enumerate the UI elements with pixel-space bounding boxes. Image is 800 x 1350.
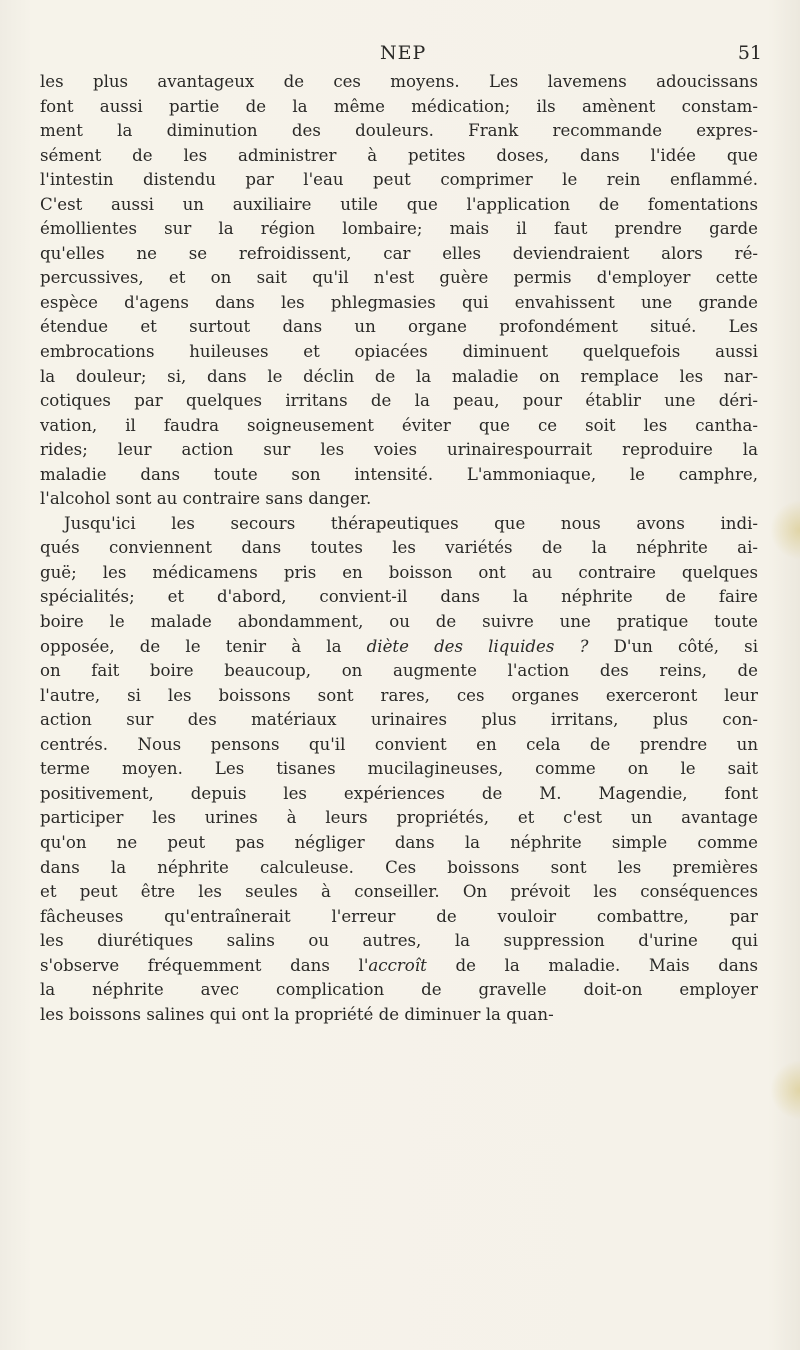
text-line: centrés. Nous pensons qu'il convient en cela de prendre un	[40, 734, 758, 754]
text-line: C'est aussi un auxiliaire utile que l'application de fomentations	[40, 194, 758, 214]
text-line: opposée, de le tenir à la diète des liquides ? D'un côté, si	[40, 636, 758, 656]
text-line: spécialités; et d'abord, convient-il dans la néphrite de faire	[40, 587, 758, 607]
text-line: la douleur; si, dans le déclin de la maladie on remplace les nar-	[40, 366, 758, 386]
paper-stain	[770, 500, 800, 560]
italic-text: diète des liquides ?	[366, 636, 589, 656]
text-line: l'alcohol sont au contraire sans danger.	[40, 489, 372, 509]
text-line: vation, il faudra soigneusement éviter que ce soit les cantha-	[40, 415, 758, 435]
text-line: sément de les administrer à petites doses, dans l'idée que	[40, 145, 758, 165]
text-line: boire le malade abondamment, ou de suivre une pratique toute	[40, 612, 758, 632]
text-line: fâcheuses qu'entraînerait l'erreur de vouloir combattre, par	[40, 906, 758, 926]
text-line: s'observe fréquemment dans l'accroît de la maladie. Mais dans	[40, 955, 758, 975]
page-number: 51	[737, 42, 762, 64]
text-line: les plus avantageux de ces moyens. Les lavemens adoucissans	[40, 72, 758, 91]
text-line: ment la diminution des douleurs. Frank recommande expres-	[40, 121, 758, 141]
text-line: positivement, depuis les expériences de M. Magendie, font	[40, 783, 758, 803]
text-line: dans la néphrite calculeuse. Ces boissons sont les premières	[40, 857, 758, 877]
text-line: qu'on ne peut pas négliger dans la néphrite simple comme	[40, 832, 758, 852]
running-header	[0, 42, 800, 72]
text-line: guë; les médicamens pris en boisson ont au contraire quelques	[40, 562, 758, 582]
text-line: rides; leur action sur les voies urinairespourrait reproduire la	[40, 440, 758, 460]
text-line: les boissons salines qui ont la propriété de diminuer la quan-	[40, 1004, 554, 1024]
running-title: NEP	[380, 42, 427, 64]
text-line: percussives, et on sait qu'il n'est guère permis d'employer cette	[40, 268, 758, 288]
text-line: les diurétiques salins ou autres, la suppression d'urine qui	[40, 931, 758, 951]
paper-stain	[770, 1060, 800, 1120]
text-line: l'autre, si les boissons sont rares, ces organes exerceront leur	[40, 685, 758, 705]
text-line: maladie dans toute son intensité. L'ammoniaque, le camphre,	[40, 464, 758, 484]
text-line: embrocations huileuses et opiacées diminuent quelquefois aussi	[40, 342, 758, 362]
text-line: qu'elles ne se refroidissent, car elles deviendraient alors ré-	[40, 243, 758, 263]
italic-text: accroît	[368, 955, 427, 975]
text-line: l'intestin distendu par l'eau peut comprimer le rein enflammé.	[40, 170, 758, 190]
text-line: terme moyen. Les tisanes mucilagineuses, comme on le sait	[40, 759, 758, 779]
text-line: qués conviennent dans toutes les variétés de la néphrite ai-	[40, 538, 758, 558]
text-line: la néphrite avec complication de gravelle doit-on employer	[40, 980, 758, 1000]
text-line: et peut être les seules à conseiller. On prévoit les conséquences	[40, 882, 758, 902]
text-line: étendue et surtout dans un organe profondément situé. Les	[40, 317, 758, 337]
text-line: on fait boire beaucoup, on augmente l'action des reins, de	[40, 661, 758, 681]
text-line: Jusqu'ici les secours thérapeutiques que nous avons indi-	[64, 513, 758, 533]
text-line: font aussi partie de la même médication; ils amènent constam-	[40, 96, 758, 116]
text-line: action sur des matériaux urinaires plus irritans, plus con-	[40, 710, 758, 730]
text-line: participer les urines à leurs propriétés, et c'est un avantage	[40, 808, 758, 828]
text-line: cotiques par quelques irritans de la peau, pour établir une déri-	[40, 391, 758, 411]
text-line: espèce d'agens dans les phlegmasies qui envahissent une grande	[40, 292, 758, 312]
body-text	[40, 70, 758, 1027]
text-line: émollientes sur la région lombaire; mais il faut prendre garde	[40, 219, 758, 239]
